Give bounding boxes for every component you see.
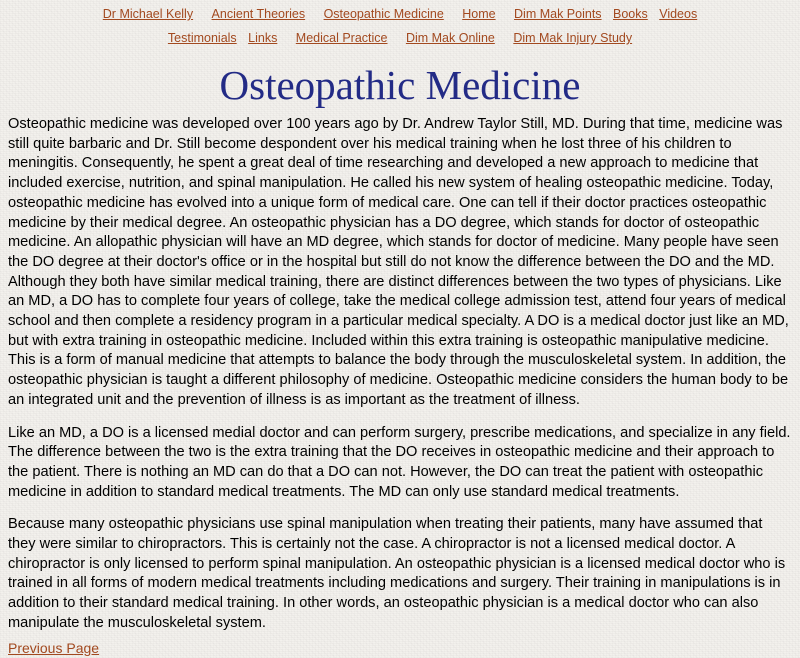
paragraph-1: Osteopathic medicine was developed over 100 years ago by Dr. Andrew Taylor Still, MD. During that time, medicine was still quite barbaric and Dr. Still become despondent over his medical training when he lost three of his children to meningitis. Consequently, he spent a great deal of time researching and developed a new approach to medicine that included exercise, nutrition, and spinal manipulation. He called his new system of healing osteopathic medicine. Today, osteopathic medicine has evolved into a unique form of medical care. One can tell if their doctor practices osteopathic medicine by their medical degree. An osteopathic physician has a DO degree, which stands for doctor of osteopathic medicine. An allopathic physician will have an MD degree, which stands for doctor of medicine. Many people have seen the DO degree at their doctor's office or in the hospital but still do not know the difference between the DO and the MD. Although they both have similar medical training, there are distinct differences between the two types of physicians. Like an MD, a DO has to complete four years of college, take the medical college admission test, attend four years of medical school and then complete a residency program in a particular medical specialty. A DO is a medical doctor just like an MD, but with extra training in osteopathic medicine. Included within this extra training is osteopathic manipulative medicine. This is a form of manual medicine that attempts to balance the body through the musculoskeletal system. In addition, the osteopathic physician is taught a different philosophy of medicine. Osteopathic medicine considers the human body to be an integrated unit and the prevention of illness is as important as the treatment of illness. — [8, 116, 789, 408]
nav-link-dim-mak-injury-study[interactable]: Dim Mak Injury Study — [513, 31, 633, 45]
nav-link-osteopathic-medicine[interactable]: Osteopathic Medicine — [323, 7, 444, 21]
nav-link-dr-michael-kelly[interactable]: Dr Michael Kelly — [102, 7, 194, 21]
previous-page-link[interactable]: Previous Page — [8, 639, 100, 656]
nav-link-books[interactable]: Books — [613, 7, 648, 21]
nav-link-dim-mak-points[interactable]: Dim Mak Points — [514, 7, 602, 21]
article-content — [0, 115, 800, 634]
nav-link-home[interactable]: Home — [462, 7, 496, 21]
paragraph-2: Like an MD, a DO is a licensed medial doctor and can perform surgery, prescribe medications, and specialize in any field. The difference between the two is the extra training that the DO receives in osteopathic medicine and their approach to the patient. There is nothing an MD can do that a DO can not. However, the DO can treat the patient with osteopathic medicine in addition to standard medical treatments. The MD can only use standard medical treatments. — [8, 424, 791, 500]
primary-navigation — [0, 0, 800, 21]
nav-link-links[interactable]: Links — [248, 31, 278, 45]
nav-link-medical-practice[interactable]: Medical Practice — [295, 31, 388, 45]
nav-link-ancient-theories[interactable]: Ancient Theories — [211, 7, 306, 21]
paragraph-3: Because many osteopathic physicians use spinal manipulation when treating their patients, many have assumed that they were similar to chiropractors. This is certainly not the case. A chiropractor is not a licensed medical doctor. A chiropractor is only licensed to perform spinal manipulation. An osteopathic physician is a licensed medical doctor who is trained in all forms of modern medical treatments including medications and surgery. Their training in manipulations is in addition to their standard medical training. In other words, an osteopathic physician is a medical doctor who can also manipulate the musculoskeletal system. — [8, 516, 786, 631]
nav-link-testimonials[interactable]: Testimonials — [167, 31, 237, 45]
nav-link-dim-mak-online[interactable]: Dim Mak Online — [405, 31, 495, 45]
secondary-navigation — [0, 21, 800, 45]
footer-navigation — [0, 634, 800, 658]
nav-link-videos[interactable]: Videos — [659, 7, 698, 21]
page-title: Osteopathic Medicine — [219, 62, 581, 108]
